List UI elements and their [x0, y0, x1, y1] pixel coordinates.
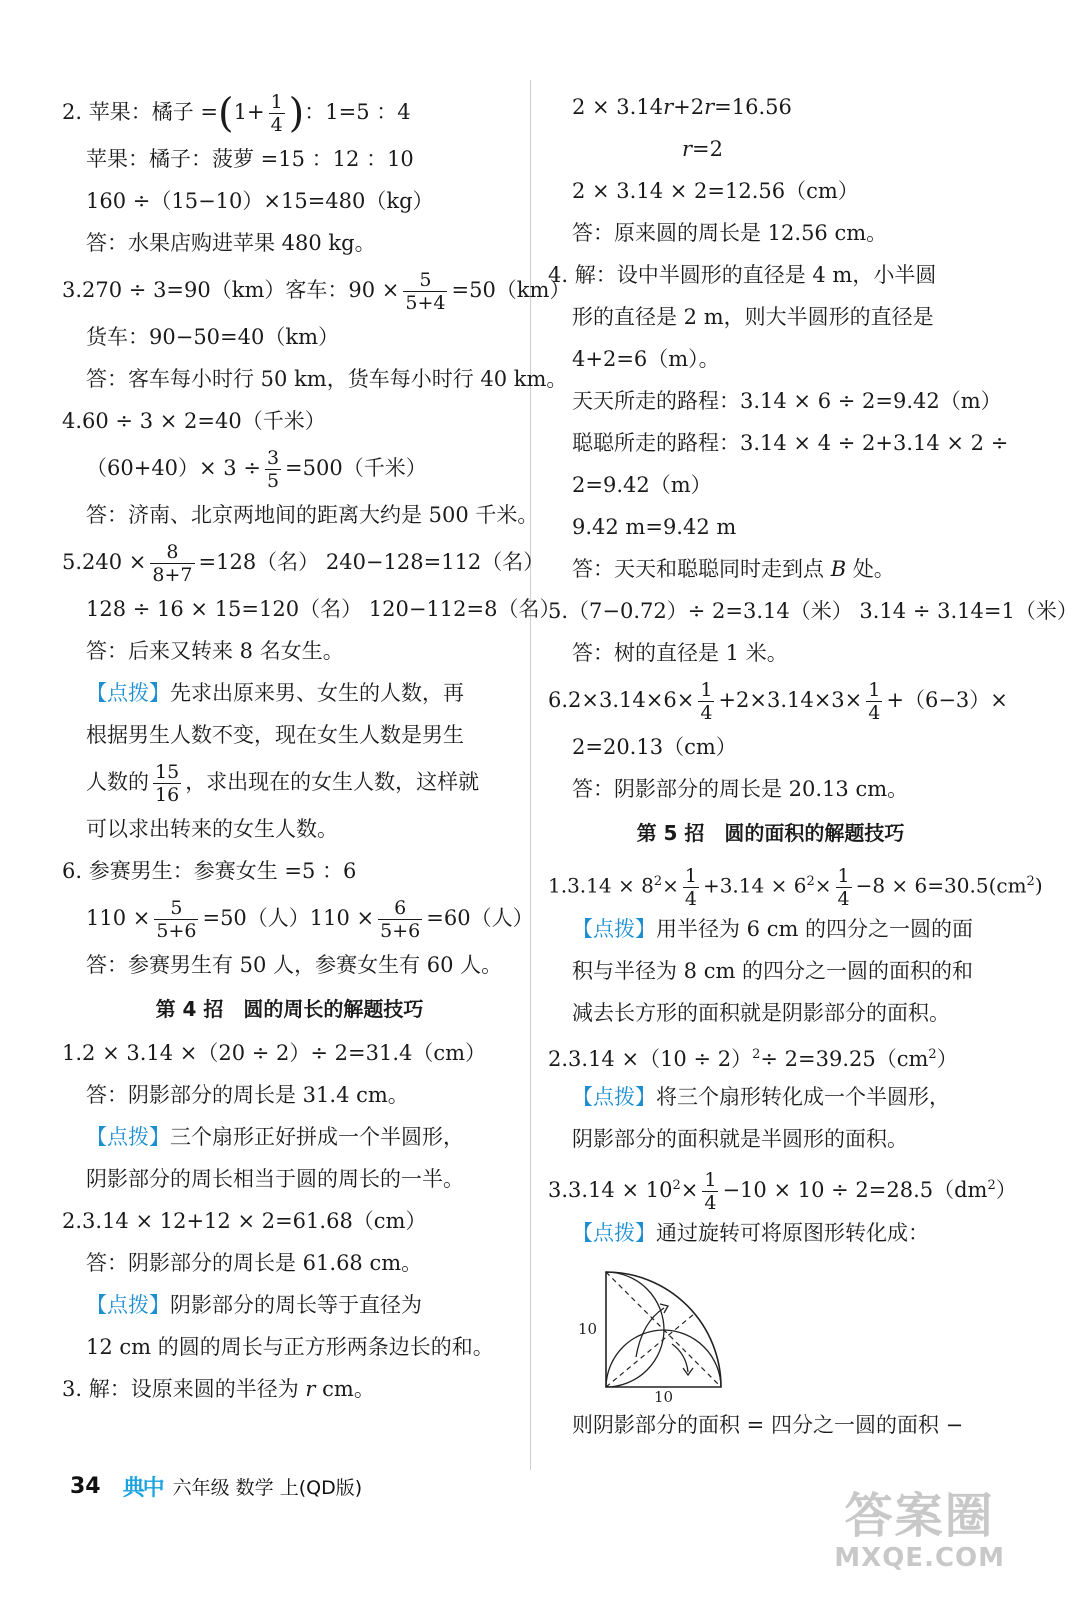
arc-left	[606, 1272, 664, 1387]
watermark-url: MXQE.COM	[834, 1543, 1005, 1573]
fraction: $\frac{3}{5}$	[266, 447, 280, 492]
s4-tip-1-line-1: 【点拨】三个扇形正好拼成一个半圆形，	[86, 1125, 464, 1149]
answer-5-line-2: 128 ÷ 16 × 15=120（名） 120−112=8（名）	[86, 597, 561, 621]
watermark-text: 答案圈	[844, 1488, 995, 1544]
r4-line-8: 答：天天和聪聪同时走到点 B 处。	[572, 557, 895, 581]
tip-label: 【点拨】	[86, 1293, 170, 1317]
tip-label: 【点拨】	[572, 1085, 656, 1109]
tip-label: 【点拨】	[572, 1221, 656, 1245]
answer-2-line-3: 160 ÷（15−10）×15=480（kg）	[86, 189, 434, 213]
s5-answer-1-line-1: $1.3.14 \times 8^2\times$ $\frac{1}{4}$ $+3.14 \times 6^2\times$ $\frac{1}{4}$ $-8 \times 6=30.5(cm^2)$	[548, 864, 1043, 910]
r3-line-4: 答：原来圆的周长是 12.56 cm。	[572, 221, 888, 245]
book-title: 六年级 数学 上(QD版)	[172, 1476, 363, 1499]
r5-line-1: 5.（7−0.72）÷ 2=3.14（米） 3.14 ÷ 3.14=1（米）	[548, 599, 1078, 623]
r3-line-3: 2 × 3.14 × 2=12.56（cm）	[572, 179, 859, 203]
fraction: $\frac{1}{4}$	[270, 91, 283, 136]
r5-line-2: 答：树的直径是 1 米。	[572, 641, 788, 665]
answer-4-line-1: 4.60 ÷ 3 × 2=40（千米）	[62, 409, 326, 433]
bottom-length-label: 10	[654, 1388, 674, 1406]
answer-3-line-3: 答：客车每小时行 50 km，货车每小时行 40 km。	[86, 367, 568, 391]
tip-5-line-3: 人数的 $\frac{15}{16}$ ，求出现在的女生人数，这样就	[86, 761, 480, 806]
section-5-title: 第 5 招 圆的面积的解题技巧	[636, 821, 905, 845]
answer-3-line-1: 3.270 ÷ 3=90（km）客车：90 × $\frac{5}{5+4}$ =50（km）	[62, 269, 571, 314]
r4-line-4: 天天所走的路程：3.14 × 6 ÷ 2=9.42（m）	[572, 389, 1002, 413]
s5-tip-1-line-1: 【点拨】用半径为 6 cm 的四分之一圆的面	[572, 917, 974, 941]
s5-tip-2-line-2: 阴影部分的面积就是半圆形的面积。	[572, 1127, 908, 1151]
quarter-circle-diagram	[576, 1262, 736, 1406]
page-footer	[70, 1466, 362, 1506]
s5-tip-2-line-1: 【点拨】将三个扇形转化成一个半圆形，	[572, 1085, 950, 1109]
answer-5-line-3: 答：后来又转来 8 名女生。	[86, 639, 344, 663]
fraction: $\frac{1}{4}$	[868, 679, 881, 724]
tip-label: 【点拨】	[572, 917, 656, 941]
tip-5-line-1: 【点拨】先求出原来男、女生的人数，再	[86, 681, 464, 705]
fraction: $\frac{15}{16}$	[155, 761, 180, 806]
fraction: $\frac{5}{5+6}$	[156, 897, 197, 942]
s4-answer-1-line-1: 1.2 × 3.14 ×（20 ÷ 2）÷ 2=31.4（cm）	[62, 1041, 487, 1065]
tip-5-line-2: 根据男生人数不变，现在女生人数是男生	[86, 723, 464, 747]
tip-5-line-4: 可以求出转来的女生人数。	[86, 817, 338, 841]
answer-5-line-1: 5.240 × $\frac{8}{8+7}$ =128（名） 240−128=112（名）	[62, 541, 545, 586]
side-length-label: 10	[578, 1320, 598, 1338]
r6-line-2: 2=20.13（cm）	[572, 735, 737, 759]
answer-6-line-3: 答：参赛男生有 50 人，参赛女生有 60 人。	[86, 953, 503, 977]
s4-answer-1-line-2: 答：阴影部分的周长是 31.4 cm。	[86, 1083, 409, 1107]
s5-answer-3-line-1: $3.3.14 \times 10^2\times$ $\frac{1}{4}$ $-10 \times 10 \div 2=28.5(dm^2)$	[548, 1169, 1017, 1214]
r3-line-1: 2 × 3.14r+2r=16.56	[572, 95, 792, 119]
right-column	[548, 86, 1078, 1446]
fraction: $\frac{8}{8+7}$	[152, 541, 193, 586]
s4-tip-1-line-2: 阴影部分的周长相当于圆的周长的一半。	[86, 1167, 464, 1191]
r4-line-5: 聪聪所走的路程：3.14 × 4 ÷ 2+3.14 × 2 ÷	[572, 431, 1009, 455]
s5-tip-1-line-2: 积与半径为 8 cm 的四分之一圆的面积的和	[572, 959, 974, 983]
s5-answer-3-last-line: 则阴影部分的面积 = 四分之一圆的面积 −	[572, 1413, 964, 1437]
r4-line-2: 形的直径是 2 m，则大半圆形的直径是	[572, 305, 934, 329]
answer-4-line-3: 答：济南、北京两地间的距离大约是 500 千米。	[86, 503, 539, 527]
answer-2-line-2: 苹果：橘子：菠萝 =15 ：12 ：10	[86, 147, 414, 171]
answer-6-line-2: 110 × $\frac{5}{5+6}$ =50（人）110 × $\frac{6}{5+6}$ =60（人）	[86, 897, 534, 942]
s5-answer-2-line-1: $2.3.14 \times(10 \div 2)^2\div 2=39.25(cm^2)$	[548, 1047, 958, 1071]
rotation-arrow-2	[672, 1344, 688, 1372]
tip-label: 【点拨】	[86, 1125, 170, 1149]
r3-line-2: r=2	[682, 137, 724, 161]
fraction: $\frac{1}{4}$	[684, 864, 697, 910]
fraction: $\frac{5}{5+4}$	[405, 269, 446, 314]
s4-answer-3-line-1: 3. 解：设原来圆的半径为 r cm。	[62, 1377, 375, 1401]
r6-line-1: 6.2×3.14×6× $\frac{1}{4}$ +2×3.14×3× $\frac{1}{4}$ +（6−3）×	[548, 679, 1008, 724]
r4-line-6: 2=9.42（m）	[572, 473, 712, 497]
s4-tip-2-line-2: 12 cm 的圆的周长与正方形两条边长的和。	[86, 1335, 494, 1359]
fraction: $\frac{1}{4}$	[704, 1169, 717, 1214]
section-4-title: 第 4 招 圆的周长的解题技巧	[155, 997, 424, 1021]
brand-logo: 典中	[122, 1475, 163, 1501]
fraction: $\frac{1}{4}$	[700, 679, 713, 724]
fraction: $\frac{1}{4}$	[837, 864, 850, 910]
left-column	[62, 86, 571, 1410]
s4-answer-2-line-2: 答：阴影部分的周长是 61.68 cm。	[86, 1251, 423, 1275]
s5-tip-3-line-1: 【点拨】通过旋转可将原图形转化成：	[572, 1221, 929, 1245]
rotation-figure	[576, 1262, 993, 1406]
answer-2-line-1: 2. 苹果：橘子 =(1+ $\frac{1}{4}$ )：1=5 ：4	[62, 90, 411, 137]
s4-tip-2-line-1: 【点拨】阴影部分的周长等于直径为	[86, 1293, 422, 1317]
r4-line-1: 4. 解：设中半圆形的直径是 4 m，小半圆	[548, 263, 937, 287]
r4-line-3: 4+2=6（m）。	[572, 347, 720, 371]
answer-3-line-2: 货车：90−50=40（km）	[86, 325, 339, 349]
tip-label: 【点拨】	[86, 681, 170, 705]
r4-line-7: 9.42 m=9.42 m	[572, 515, 737, 539]
page-number: 34	[70, 1473, 101, 1499]
r6-line-3: 答：阴影部分的周长是 20.13 cm。	[572, 777, 909, 801]
s5-tip-1-line-3: 减去长方形的面积就是阴影部分的面积。	[572, 1001, 950, 1025]
answer-2-line-4: 答：水果店购进苹果 480 kg。	[86, 231, 376, 255]
answer-6-line-1: 6. 参赛男生：参赛女生 =5 ：6	[62, 859, 357, 883]
s4-answer-2-line-1: 2.3.14 × 12+12 × 2=61.68（cm）	[62, 1209, 427, 1233]
watermark	[834, 1488, 1005, 1572]
answer-4-line-2: （60+40）× 3 ÷ $\frac{3}{5}$ =500（千米）	[86, 447, 427, 492]
fraction: $\frac{6}{5+6}$	[380, 897, 421, 942]
